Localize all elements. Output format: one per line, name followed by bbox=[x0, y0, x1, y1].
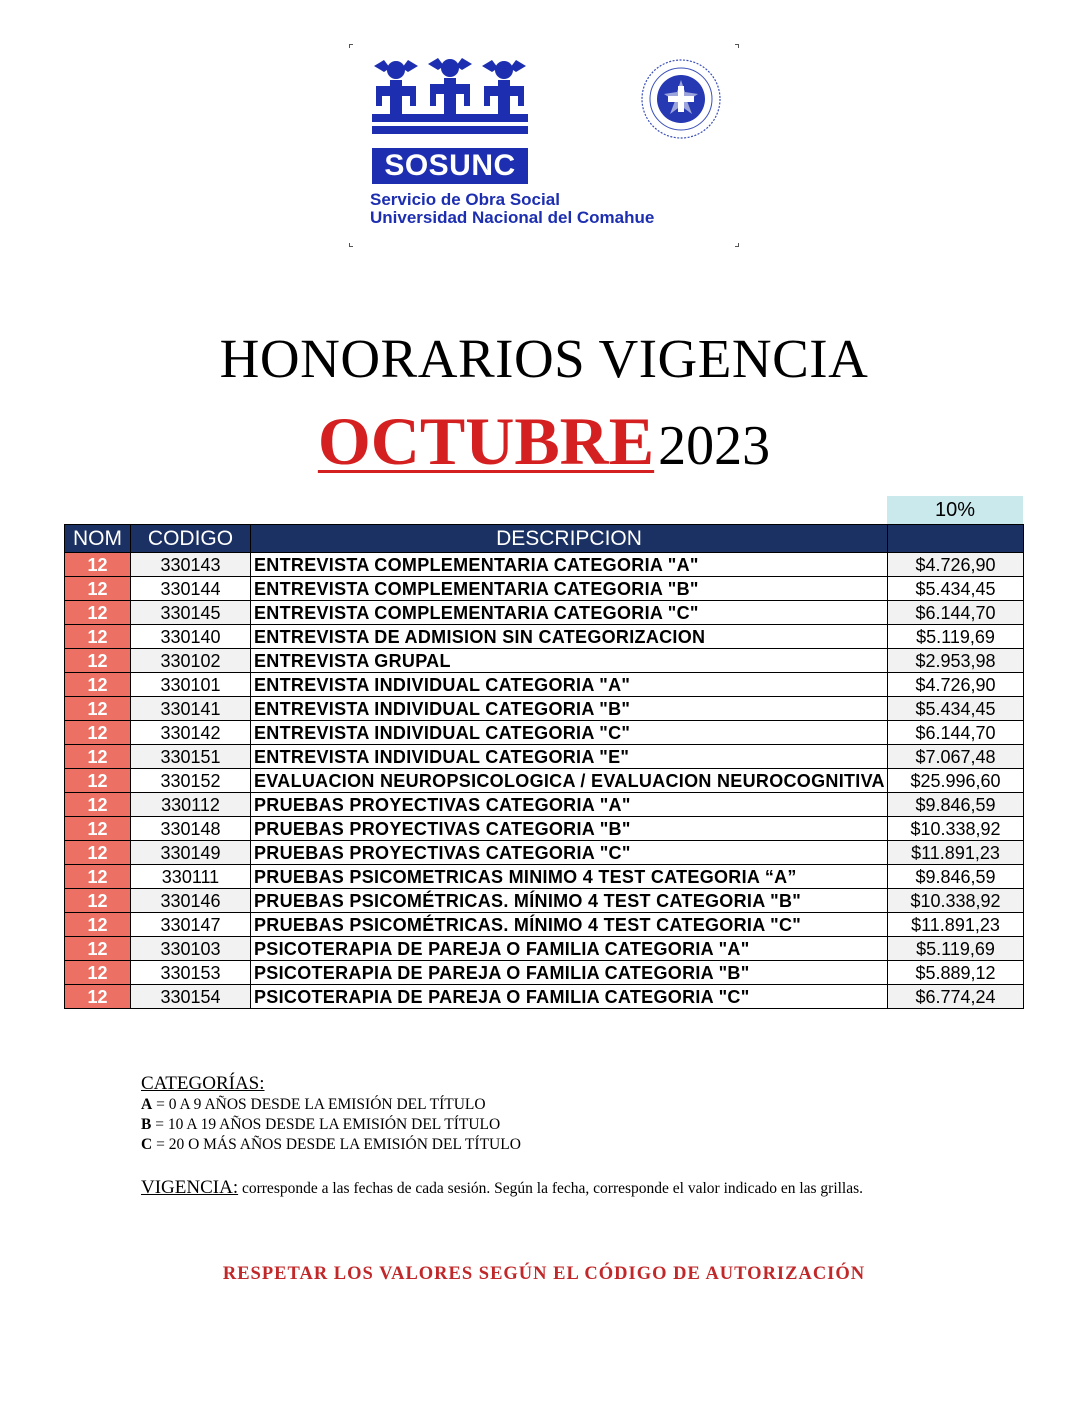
descripcion-cell: ENTREVISTA COMPLEMENTARIA CATEGORIA "C" bbox=[251, 601, 888, 625]
nom-cell: 12 bbox=[65, 697, 131, 721]
descripcion-cell: PRUEBAS PSICOMÉTRICAS. MÍNIMO 4 TEST CATEGORIA "B" bbox=[251, 889, 888, 913]
category-key: C bbox=[141, 1136, 153, 1153]
descripcion-cell: ENTREVISTA INDIVIDUAL CATEGORIA "A" bbox=[251, 673, 888, 697]
table-row bbox=[65, 793, 1024, 817]
nom-cell: 12 bbox=[65, 625, 131, 649]
nom-cell: 12 bbox=[65, 577, 131, 601]
codigo-cell: 330154 bbox=[131, 985, 251, 1009]
descripcion-cell: ENTREVISTA INDIVIDUAL CATEGORIA "C" bbox=[251, 721, 888, 745]
codigo-cell: 330102 bbox=[131, 649, 251, 673]
nom-cell: 12 bbox=[65, 841, 131, 865]
codigo-cell: 330101 bbox=[131, 673, 251, 697]
nom-cell: 12 bbox=[65, 937, 131, 961]
month-label: OCTUBRE bbox=[317, 403, 655, 479]
vigencia-heading: VIGENCIA: bbox=[141, 1177, 239, 1198]
descripcion-cell: PRUEBAS PROYECTIVAS CATEGORIA "A" bbox=[251, 793, 888, 817]
descripcion-cell: ENTREVISTA COMPLEMENTARIA CATEGORIA "A" bbox=[251, 553, 888, 577]
vigencia-text: corresponde a las fechas de cada sesión. Según la fecha, corresponde el valor indicado en las grillas. bbox=[238, 1180, 864, 1197]
importe-cell: $5.119,69 bbox=[888, 937, 1024, 961]
crop-mark bbox=[735, 243, 739, 247]
table-row bbox=[65, 817, 1024, 841]
brand-subtitle-line1: Servicio de Obra Social bbox=[370, 190, 560, 209]
nom-cell: 12 bbox=[65, 649, 131, 673]
table-row bbox=[65, 889, 1024, 913]
descripcion-cell: ENTREVISTA INDIVIDUAL CATEGORIA "E" bbox=[251, 745, 888, 769]
table-row bbox=[65, 577, 1024, 601]
importe-cell: $10.338,92 bbox=[888, 889, 1024, 913]
importe-cell: $4.726,90 bbox=[888, 673, 1024, 697]
importe-cell: $11.891,23 bbox=[888, 913, 1024, 937]
codigo-cell: 330153 bbox=[131, 961, 251, 985]
importe-cell: $4.726,90 bbox=[888, 553, 1024, 577]
header-codigo: CODIGO bbox=[131, 525, 251, 553]
brand-subtitle bbox=[370, 191, 654, 227]
nom-cell: 12 bbox=[65, 769, 131, 793]
descripcion-cell: ENTREVISTA DE ADMISION SIN CATEGORIZACION bbox=[251, 625, 888, 649]
categories-heading: CATEGORÍAS: bbox=[141, 1073, 265, 1094]
nom-cell: 12 bbox=[65, 793, 131, 817]
nom-cell: 12 bbox=[65, 553, 131, 577]
importe-cell: $6.144,70 bbox=[888, 601, 1024, 625]
table-row bbox=[65, 841, 1024, 865]
nom-cell: 12 bbox=[65, 889, 131, 913]
nom-cell: 12 bbox=[65, 673, 131, 697]
descripcion-cell: PRUEBAS PSICOMETRICAS MINIMO 4 TEST CATEGORIA “A” bbox=[251, 865, 888, 889]
descripcion-cell: ENTREVISTA INDIVIDUAL CATEGORIA "B" bbox=[251, 697, 888, 721]
codigo-cell: 330146 bbox=[131, 889, 251, 913]
nom-cell: 12 bbox=[65, 745, 131, 769]
table-row bbox=[65, 937, 1024, 961]
importe-cell: $2.953,98 bbox=[888, 649, 1024, 673]
header-descripcion: DESCRIPCION bbox=[251, 525, 888, 553]
importe-cell: $5.889,12 bbox=[888, 961, 1024, 985]
page-subtitle bbox=[0, 402, 1088, 499]
importe-cell: $5.434,45 bbox=[888, 577, 1024, 601]
table-row bbox=[65, 673, 1024, 697]
fees-table bbox=[64, 524, 1024, 1009]
table-row bbox=[65, 913, 1024, 937]
category-key: B bbox=[141, 1116, 152, 1133]
table-row bbox=[65, 865, 1024, 889]
codigo-cell: 330142 bbox=[131, 721, 251, 745]
importe-cell: $7.067,48 bbox=[888, 745, 1024, 769]
codigo-cell: 330145 bbox=[131, 601, 251, 625]
codigo-cell: 330151 bbox=[131, 745, 251, 769]
percent-increase-label: 10% bbox=[887, 496, 1023, 524]
descripcion-cell: PRUEBAS PROYECTIVAS CATEGORIA "C" bbox=[251, 841, 888, 865]
vigencia-note bbox=[141, 1177, 921, 1200]
crop-mark bbox=[349, 243, 353, 247]
descripcion-cell: PSICOTERAPIA DE PAREJA O FAMILIA CATEGORIA "B" bbox=[251, 961, 888, 985]
codigo-cell: 330148 bbox=[131, 817, 251, 841]
codigo-cell: 330112 bbox=[131, 793, 251, 817]
table-row bbox=[65, 721, 1024, 745]
importe-cell: $9.846,59 bbox=[888, 793, 1024, 817]
table-row bbox=[65, 649, 1024, 673]
nom-cell: 12 bbox=[65, 721, 131, 745]
table-header-row bbox=[65, 525, 1024, 553]
descripcion-cell: PSICOTERAPIA DE PAREJA O FAMILIA CATEGORIA "A" bbox=[251, 937, 888, 961]
university-seal-icon bbox=[640, 58, 722, 140]
category-a-line bbox=[141, 1095, 521, 1115]
nom-cell: 12 bbox=[65, 865, 131, 889]
table-body bbox=[65, 553, 1024, 1009]
importe-cell: $25.996,60 bbox=[888, 769, 1024, 793]
category-b-line bbox=[141, 1115, 521, 1135]
importe-cell: $10.338,92 bbox=[888, 817, 1024, 841]
table-row bbox=[65, 553, 1024, 577]
brand-subtitle-line2: Universidad Nacional del Comahue bbox=[370, 208, 655, 227]
nom-cell: 12 bbox=[65, 601, 131, 625]
category-text: = 20 O MÁS AÑOS DESDE LA EMISIÓN DEL TÍTULO bbox=[152, 1136, 521, 1153]
descripcion-cell: PRUEBAS PROYECTIVAS CATEGORIA "B" bbox=[251, 817, 888, 841]
importe-cell: $5.119,69 bbox=[888, 625, 1024, 649]
brand-name: SOSUNC bbox=[372, 148, 528, 184]
importe-cell: $6.144,70 bbox=[888, 721, 1024, 745]
table-row bbox=[65, 697, 1024, 721]
categories-section bbox=[141, 1073, 521, 1155]
authorization-warning: RESPETAR LOS VALORES SEGÚN EL CÓDIGO DE AUTORIZACIÓN bbox=[222, 1264, 866, 1284]
codigo-cell: 330149 bbox=[131, 841, 251, 865]
importe-cell: $11.891,23 bbox=[888, 841, 1024, 865]
category-key: A bbox=[141, 1096, 153, 1113]
year-label: 2023 bbox=[658, 415, 771, 477]
codigo-cell: 330152 bbox=[131, 769, 251, 793]
importe-cell: $6.774,24 bbox=[888, 985, 1024, 1009]
codigo-cell: 330147 bbox=[131, 913, 251, 937]
descripcion-cell: ENTREVISTA GRUPAL bbox=[251, 649, 888, 673]
codigo-cell: 330141 bbox=[131, 697, 251, 721]
nom-cell: 12 bbox=[65, 961, 131, 985]
codigo-cell: 330111 bbox=[131, 865, 251, 889]
table-row bbox=[65, 745, 1024, 769]
crop-mark bbox=[349, 44, 353, 48]
codigo-cell: 330144 bbox=[131, 577, 251, 601]
sosunc-people-logo-icon bbox=[370, 56, 530, 146]
page-title: HONORARIOS VIGENCIA bbox=[219, 328, 869, 389]
descripcion-cell: PSICOTERAPIA DE PAREJA O FAMILIA CATEGORIA "C" bbox=[251, 985, 888, 1009]
descripcion-cell: EVALUACION NEUROPSICOLOGICA / EVALUACION NEUROCOGNITIVA bbox=[251, 769, 888, 793]
category-text: = 0 A 9 AÑOS DESDE LA EMISIÓN DEL TÍTULO bbox=[152, 1096, 486, 1113]
header-importe bbox=[888, 525, 1024, 553]
nom-cell: 12 bbox=[65, 817, 131, 841]
table-row bbox=[65, 601, 1024, 625]
header-nom: NOM bbox=[65, 525, 131, 553]
codigo-cell: 330103 bbox=[131, 937, 251, 961]
nom-cell: 12 bbox=[65, 985, 131, 1009]
category-c-line bbox=[141, 1135, 521, 1155]
codigo-cell: 330143 bbox=[131, 553, 251, 577]
crop-mark bbox=[735, 44, 739, 48]
table-row bbox=[65, 769, 1024, 793]
descripcion-cell: PRUEBAS PSICOMÉTRICAS. MÍNIMO 4 TEST CATEGORIA "C" bbox=[251, 913, 888, 937]
nom-cell: 12 bbox=[65, 913, 131, 937]
importe-cell: $5.434,45 bbox=[888, 697, 1024, 721]
category-text: = 10 A 19 AÑOS DESDE LA EMISIÓN DEL TÍTULO bbox=[151, 1116, 501, 1133]
codigo-cell: 330140 bbox=[131, 625, 251, 649]
importe-cell: $9.846,59 bbox=[888, 865, 1024, 889]
table-row bbox=[65, 625, 1024, 649]
table-row bbox=[65, 985, 1024, 1009]
descripcion-cell: ENTREVISTA COMPLEMENTARIA CATEGORIA "B" bbox=[251, 577, 888, 601]
table-row bbox=[65, 961, 1024, 985]
